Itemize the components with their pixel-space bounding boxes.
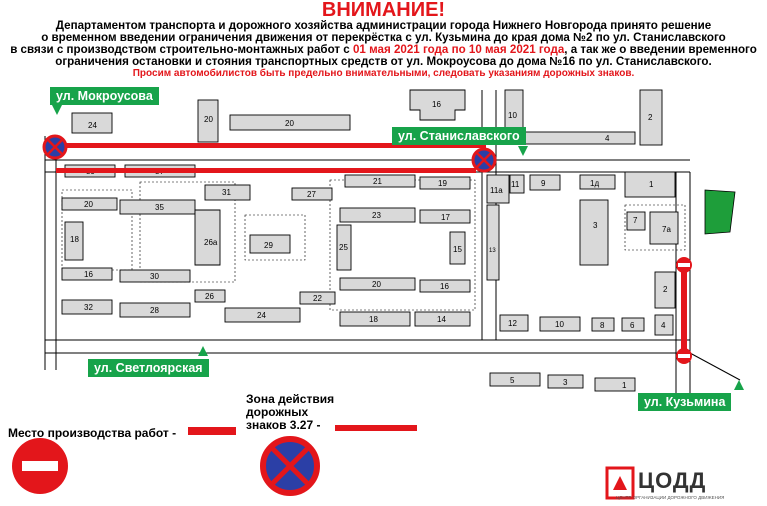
no-stopping-sign-west [44,136,66,158]
svg-text:4: 4 [605,134,610,143]
svg-text:8: 8 [600,321,605,330]
svg-text:21: 21 [373,177,382,186]
legend-zone [246,393,334,432]
street-label-mokrousova: ул. Мокроусова [50,87,159,105]
svg-text:26: 26 [205,292,214,301]
street-label-stanislavskogo: ул. Станиславского [392,127,526,145]
svg-text:10: 10 [508,111,517,120]
notice-dates: 01 мая 2021 года по 10 мая 2021 года [352,43,565,56]
svg-text:16: 16 [432,100,441,109]
notice-line-3-end: , а так же о введении временного [564,43,757,56]
park-area [705,190,735,234]
svg-text:18: 18 [369,315,378,324]
svg-text:2: 2 [663,285,668,294]
svg-text:7: 7 [633,216,638,225]
notice-title: ВНИМАНИЕ! [321,0,446,21]
svg-text:3: 3 [593,221,598,230]
svg-text:11a: 11a [490,186,503,195]
svg-text:25: 25 [339,243,348,252]
notice-header [0,0,767,80]
svg-text:31: 31 [222,188,231,197]
svg-text:23: 23 [372,211,381,220]
svg-text:7a: 7a [662,225,671,234]
svg-text:1: 1 [649,180,654,189]
svg-text:10: 10 [555,320,564,329]
street-arrow-kuzmina [734,380,744,390]
svg-text:12: 12 [508,319,517,328]
svg-text:22: 22 [313,294,322,303]
street-arrow-svetloyarskaya [198,346,208,356]
legend-work-line [188,427,236,435]
svg-text:18: 18 [70,235,79,244]
svg-text:27: 27 [307,190,316,199]
svg-text:26a: 26a [204,238,218,247]
no-entry-sign-south [676,348,692,364]
notice-line-4: ограничения остановки и стояния транспортных средств от ул. Мокроусова до дома №16 по ул. Станиславского. [55,55,712,68]
svg-text:20: 20 [372,280,381,289]
legend-no-entry-icon [12,438,68,494]
svg-text:19: 19 [438,179,447,188]
notice-line-1: Департаментом транспорта и дорожного хозяйства администрации города Нижнего Новгорода принято решение [55,19,712,32]
svg-text:20: 20 [285,119,294,128]
svg-text:35: 35 [155,203,164,212]
svg-text:14: 14 [437,315,446,324]
svg-text:16: 16 [84,270,93,279]
street-arrow-mokrousova [52,105,62,115]
svg-text:16: 16 [440,282,449,291]
svg-text:9: 9 [541,179,546,188]
svg-text:5: 5 [510,376,515,385]
legend-zone-line-2: дорожных [246,405,309,419]
svg-text:6: 6 [630,321,635,330]
svg-text:1д: 1д [590,179,600,188]
street-label-svetloyarskaya: ул. Светлоярская [88,359,209,377]
svg-text:2: 2 [648,113,653,122]
svg-text:17: 17 [441,213,450,222]
logo-subtitle: ЦЕНТР ОРГАНИЗАЦИИ ДОРОЖНОГО ДВИЖЕНИЯ [616,495,725,500]
no-stopping-sign-east [473,149,495,171]
logo-mark-icon [607,468,633,498]
legend-zone-line-3: знаков 3.27 - [246,418,321,432]
svg-text:29: 29 [264,241,273,250]
svg-text:30: 30 [150,272,159,281]
legend-zone-line-1: Зона действия [246,392,335,406]
notice-warning: Просим автомобилистов быть предельно внимательными, следовать указаниям дорожных знаков. [132,68,635,79]
svg-text:1: 1 [622,381,627,390]
svg-text:24: 24 [257,311,266,320]
svg-text:15: 15 [453,245,462,254]
street-label-kuzmina: ул. Кузьмина [638,393,731,411]
svg-text:4: 4 [661,321,666,330]
svg-text:3: 3 [563,378,568,387]
legend-work-site: Место производства работ - [8,426,177,440]
svg-text:28: 28 [150,306,159,315]
svg-text:13: 13 [489,248,496,254]
legend-zone-line [335,425,417,431]
svg-text:20: 20 [204,115,213,124]
svg-text:24: 24 [88,121,97,130]
notice-line-3-start: в связи с производством строительно-монтажных работ с [10,43,353,56]
buildings [62,90,678,391]
street-arrow-stanislavskogo [518,146,528,156]
svg-text:20: 20 [84,200,93,209]
svg-text:11: 11 [511,180,520,189]
no-entry-sign-north [676,257,692,273]
svg-text:32: 32 [84,303,93,312]
notice-line-2: о временном введении ограничения движения от перекрёстка с ул. Кузьмина до края дома №2 по ул. Станиславского [41,31,726,44]
logo-name: ЦОДД [638,468,707,493]
legend-no-stopping-icon [263,439,317,493]
